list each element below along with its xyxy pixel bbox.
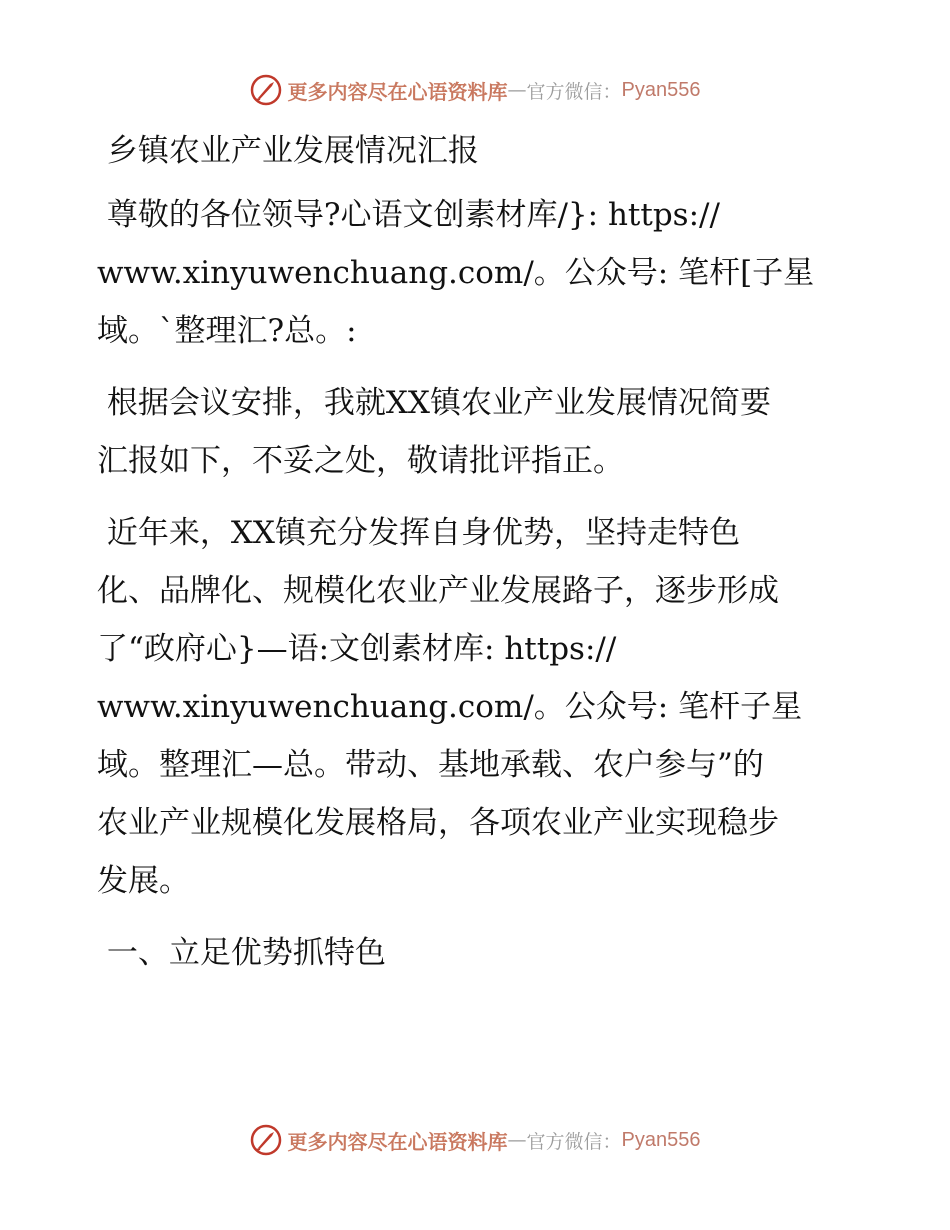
quill-pen-logo-icon (250, 1124, 282, 1156)
banner-separator: — (507, 79, 527, 101)
quill-pen-logo-icon (250, 74, 282, 106)
banner-sub-text: 官方微信： (526, 1130, 622, 1153)
intro-line-2: 汇报如下，不妥之处，敬请批评指正。 (97, 443, 624, 479)
salutation-line-2: www.xinyuwenchuang.com/。公众号: 笔杆[子星 (97, 255, 815, 291)
banner-separator: — (507, 1129, 527, 1151)
body-line-6: 农业产业规模化发展格局，各项农业产业实现稳步 (97, 805, 779, 841)
document-title: 乡镇农业产业发展情况汇报 (97, 133, 479, 169)
footer-banner (0, 1120, 950, 1160)
salutation-line-3: 域。`整理汇?总。: (97, 313, 357, 349)
body-line-5: 域。整理汇—总。带动、基地承载、农户参与”的 (97, 747, 764, 783)
banner-main-text: 更多内容尽在心语资料库 (287, 79, 508, 104)
intro-line-1: 根据会议安排，我就XX镇农业产业发展情况简要 (97, 385, 771, 421)
body-line-2: 化、品牌化、规模化农业产业发展路子，逐步形成 (97, 573, 779, 609)
body-line-1: 近年来，XX镇充分发挥自身优势，坚持走特色 (97, 515, 740, 551)
banner-sub-text: 官方微信： (526, 80, 622, 103)
banner-wechat-id: Pyan556 (621, 78, 701, 101)
banner-main-text: 更多内容尽在心语资料库 (287, 1129, 508, 1154)
body-line-7: 发展。 (97, 863, 190, 899)
section-heading-1: 一、立足优势抓特色 (97, 935, 386, 971)
body-line-3: 了“政府心}—语:文创素材库: https:// (97, 631, 617, 667)
salutation-line-1: 尊敬的各位领导?心语文创素材库/}: https:// (97, 197, 720, 233)
body-line-4: www.xinyuwenchuang.com/。公众号: 笔杆子星 (97, 689, 803, 725)
banner-wechat-id: Pyan556 (621, 1128, 701, 1151)
header-banner (0, 70, 950, 110)
document-body (97, 122, 857, 982)
